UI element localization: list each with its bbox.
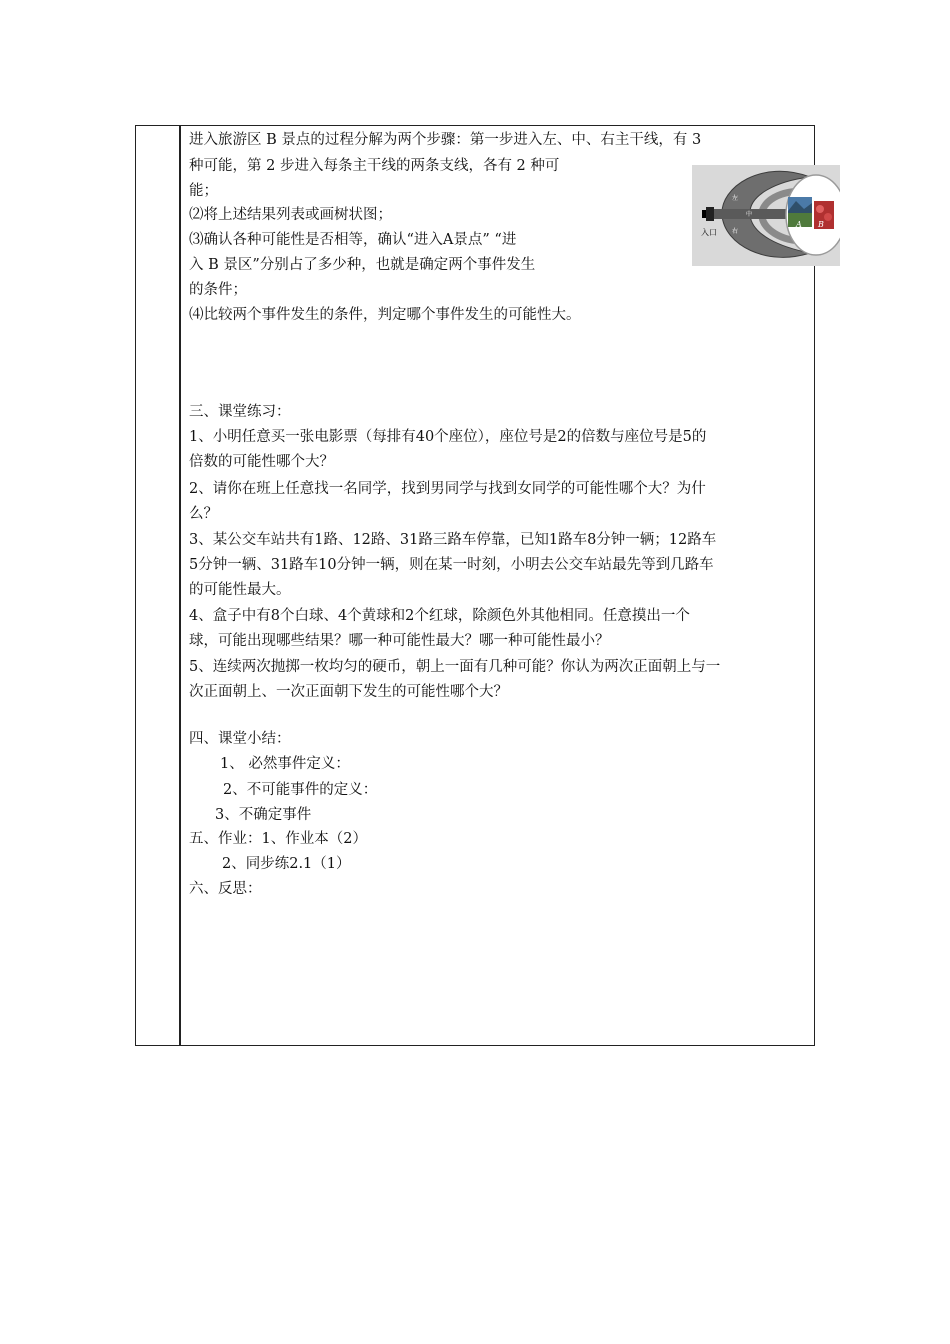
intro-line-3: 能； bbox=[189, 183, 218, 199]
map-label-right: 右 bbox=[732, 228, 739, 235]
reflection-heading: 六、反思： bbox=[189, 881, 262, 897]
practice-q2-line-2: 么？ bbox=[189, 506, 218, 522]
map-label-b: B bbox=[818, 220, 824, 229]
step-3-line-3: 的条件； bbox=[189, 282, 247, 298]
practice-q2-line-1: 2、请你在班上任意找一名同学，找到男同学与找到女同学的可能性哪个大？为什 bbox=[189, 481, 706, 497]
summary-item-3: 3、不确定事件 bbox=[215, 807, 312, 823]
practice-q1-line-1: 1、小明任意买一张电影票（每排有40个座位），座位号是2的倍数与座位号是5的 bbox=[189, 429, 707, 445]
practice-q4-line-2: 球，可能出现哪些结果？哪一种可能性最大？哪一种可能性最小？ bbox=[189, 633, 610, 649]
left-column-cell bbox=[136, 126, 181, 1045]
scenic-area-map-figure bbox=[692, 165, 840, 266]
map-label-mid: 中 bbox=[746, 211, 753, 218]
map-label-left: 左 bbox=[732, 195, 739, 202]
homework-line-2: 2、同步练2.1（1） bbox=[222, 856, 351, 872]
homework-line-1: 五、作业：1、作业本（2） bbox=[189, 831, 367, 847]
practice-q1-line-2: 倍数的可能性哪个大？ bbox=[189, 454, 334, 470]
summary-item-1: 1、 必然事件定义： bbox=[220, 756, 350, 772]
intro-line-2: 种可能，第 2 步进入每条主干线的两条支线，各有 2 种可 bbox=[189, 158, 560, 174]
step-3-line-2: 入 B 景区”分别占了多少种，也就是确定两个事件发生 bbox=[189, 257, 536, 273]
practice-q3-line-1: 3、某公交车站共有1路、12路、31路三路车停靠，已知1路车8分钟一辆；12路车 bbox=[189, 532, 717, 548]
practice-q5-line-1: 5、连续两次抛掷一枚均匀的硬币，朝上一面有几种可能？你认为两次正面朝上与一 bbox=[189, 659, 721, 675]
summary-item-2: 2、不可能事件的定义： bbox=[223, 782, 378, 798]
map-label-a: A bbox=[796, 220, 802, 229]
practice-q3-line-2: 5分钟一辆、31路车10分钟一辆，则在某一时刻，小明去公交车站最先等到几路车 bbox=[189, 557, 714, 573]
practice-q5-line-2: 次正面朝上、一次正面朝下发生的可能性哪个大？ bbox=[189, 684, 508, 700]
practice-q3-line-3: 的可能性最大。 bbox=[189, 582, 291, 598]
practice-heading: 三、课堂练习： bbox=[189, 404, 291, 420]
step-3-line-1: ⑶确认各种可能性是否相等，确认“进入A景点” “进 bbox=[189, 232, 517, 248]
step-4: ⑷比较两个事件发生的条件，判定哪个事件发生的可能性大。 bbox=[189, 307, 581, 323]
map-entrance-label: 入口 bbox=[701, 228, 717, 237]
lesson-table bbox=[135, 125, 824, 1046]
summary-heading: 四、课堂小结： bbox=[189, 731, 291, 747]
intro-line-1: 进入旅游区 B 景点的过程分解为两个步骤：第一步进入左、中、右主干线，有 3 bbox=[189, 132, 702, 148]
step-2: ⑵将上述结果列表或画树状图； bbox=[189, 207, 392, 223]
practice-q4-line-1: 4、盒子中有8个白球、4个黄球和2个红球，除颜色外其他相同。任意摸出一个 bbox=[189, 608, 690, 624]
